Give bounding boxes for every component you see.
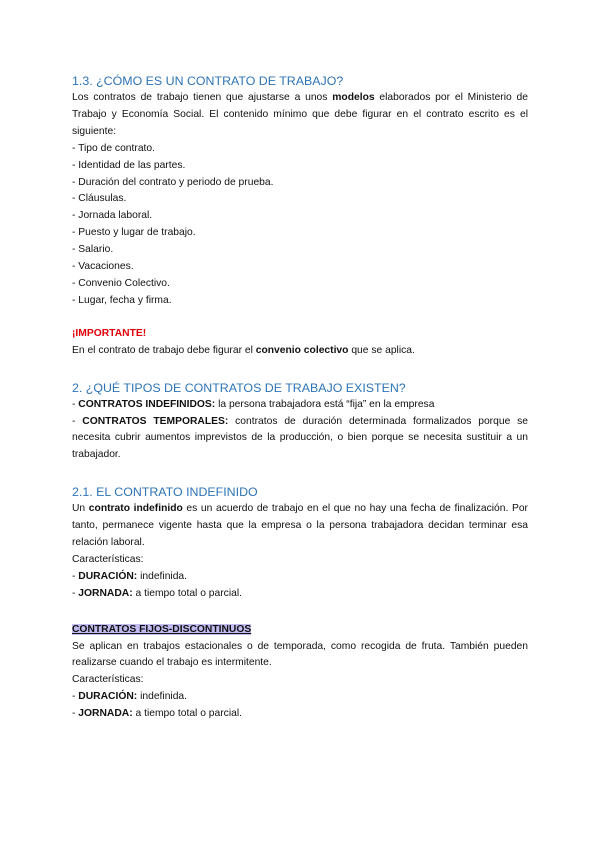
section-2-1-heading: 2.1. EL CONTRATO INDEFINIDO — [72, 485, 258, 500]
list-item: - Tipo de contrato. — [72, 142, 155, 154]
workday-line: - JORNADA: a tiempo total o parcial. — [72, 587, 242, 599]
list-item: - Convenio Colectivo. — [72, 277, 170, 289]
duration-line: - DURACIÓN: indefinida. — [72, 570, 188, 582]
fijos-discontinuos-heading: CONTRATOS FIJOS-DISCONTINUOS — [72, 623, 252, 635]
fijos-discontinuos-paragraph: Se aplican en trabajos estacionales o de temporada, como recogida de fruta. También pueden realizarse cuando el trabajo es intermitente. — [72, 640, 528, 669]
list-item: - Lugar, fecha y firma. — [72, 294, 172, 306]
list-item: - Identidad de las partes. — [72, 159, 186, 171]
contract-content-list — [72, 141, 528, 310]
section-1-3-heading: 1.3. ¿CÓMO ES UN CONTRATO DE TRABAJO? — [72, 74, 344, 88]
list-item: - Puesto y lugar de trabajo. — [72, 227, 196, 239]
important-text: En el contrato de trabajo debe figurar el convenio colectivo que se aplica. — [72, 344, 415, 356]
important-label: ¡IMPORTANTE! — [72, 327, 147, 339]
list-item: - Cláusulas. — [72, 193, 127, 205]
duration-line: - DURACIÓN: indefinida. — [72, 691, 188, 703]
list-item: - Vacaciones. — [72, 261, 134, 273]
list-item: - Jornada laboral. — [72, 210, 153, 222]
section-1-3-intro: Los contratos de trabajo tienen que ajustarse a unos modelos elaborados por el Ministerio de Trabajo y Economía Social. El contenido mínimo que debe figurar en el contrato escrito es el siguiente: — [72, 92, 528, 137]
temporary-contracts-bullet: - CONTRATOS TEMPORALES: contratos de duración determinada formalizados porque se necesita cubrir aumentos imprevistos de la producción, o bien porque se necesita sustituir a un trabajador. — [72, 415, 529, 461]
section-2-heading: 2. ¿QUÉ TIPOS DE CONTRATOS DE TRABAJO EXISTEN? — [72, 380, 406, 395]
workday-line: - JORNADA: a tiempo total o parcial. — [72, 708, 242, 720]
list-item: - Duración del contrato y periodo de prueba. — [72, 176, 274, 188]
characteristics-label: Características: — [72, 674, 144, 686]
characteristics-label: Características: — [72, 553, 144, 565]
indefinite-contracts-bullet: - CONTRATOS INDEFINIDOS: la persona trabajadora está “fija” en la empresa — [72, 398, 435, 410]
section-2-1-paragraph: Un contrato indefinido es un acuerdo de trabajo en el que no hay una fecha de finalización. Por tanto, permanece vigente hasta que la empresa o la persona trabajadora decidan terminar esa relación laboral. — [72, 503, 528, 549]
list-item: - Salario. — [72, 244, 114, 256]
